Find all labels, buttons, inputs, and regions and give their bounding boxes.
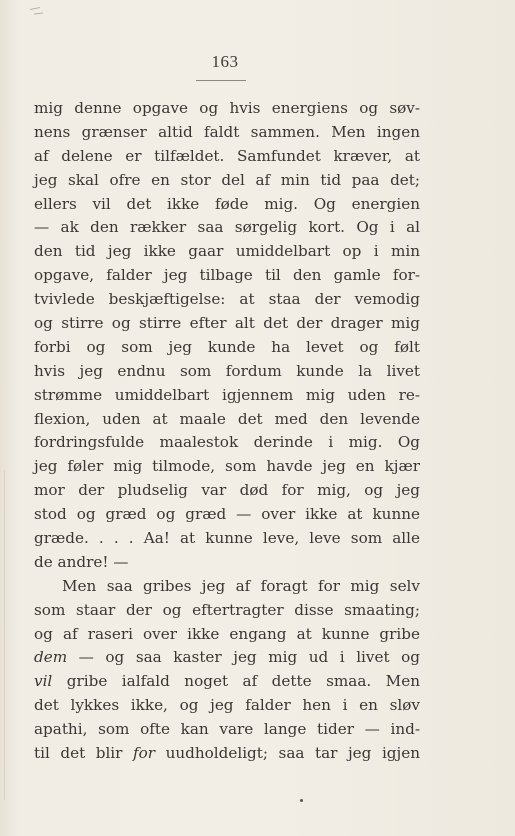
text-line: det lykkes ikke, og jeg falder hen i en sløv (34, 696, 420, 715)
text-line: apathi, som ofte kan vare lange tider — ind- (34, 720, 420, 739)
text-line: forbi og som jeg kunde ha levet og følt (34, 337, 420, 356)
text-line: den tid jeg ikke gaar umiddelbart op i min (34, 242, 420, 261)
text-line: mor der pludselig var død for mig, og jeg (34, 481, 420, 500)
text-line: opgave, falder jeg tilbage til den gamle for- (34, 266, 420, 285)
text-line: tvivlede beskjæftigelse: at staa der vemodig (34, 290, 420, 309)
text-line: og stirre og stirre efter alt det der drager mig (34, 314, 420, 333)
page-number-rule (196, 80, 246, 81)
paragraph-first-line: Men saa gribes jeg af foragt for mig selv (62, 576, 420, 595)
ink-speck (300, 799, 303, 802)
text-line: — ak den rækker saa sørgelig kort. Og i al (34, 218, 420, 237)
text-line: hvis jeg endnu som fordum kunde la livet (34, 361, 420, 380)
text-line: jeg føler mig tilmode, som havde jeg en kjær (34, 457, 420, 476)
text-line: som staar der og eftertragter disse smaating; (34, 600, 420, 619)
text-line (34, 742, 420, 766)
text-line: flexion, uden at maale det med den levende (34, 409, 420, 428)
page-edge-shadow (4, 470, 5, 800)
text-line: fordringsfulde maalestok derinde i mig. Og (34, 433, 420, 452)
text-line: jeg skal ofre en stor del af min tid paa det; (34, 170, 420, 189)
text-line (34, 670, 420, 694)
text-line: af delene er tilfældet. Samfundet kræver, at (34, 146, 420, 165)
italic-word: dem (34, 648, 68, 667)
text-line: mig denne opgave og hvis energiens og søv- (34, 99, 420, 117)
text-line: stod og græd og græd — over ikke at kunne (34, 505, 420, 524)
line-segment: uudholdeligt; saa tar jeg igjen (155, 744, 420, 763)
paragraph-last-line: de andre! — (34, 552, 129, 571)
body-text (34, 97, 420, 766)
text-line: græde. . . . Aa! at kunne leve, leve som alle (34, 529, 420, 548)
line-segment: — og saa kaster jeg mig ud i livet og (67, 648, 420, 667)
line-segment: gribe ialfald noget af dette smaa. Men (52, 672, 420, 691)
line-segment: til det blir (34, 744, 133, 763)
text-line: nens grænser altid faldt sammen. Men ingen (34, 122, 420, 141)
page-number: 163 (211, 52, 239, 71)
text-line: og af raseri over ikke engang at kunne gribe (34, 624, 420, 643)
text-line: ellers vil det ikke føde mig. Og energien (34, 194, 420, 213)
text-line: strømme umiddelbart igjennem mig uden re- (34, 385, 420, 404)
pencil-mark (30, 4, 46, 16)
text-line (34, 646, 420, 670)
italic-word: for (132, 744, 156, 763)
italic-word: vil (34, 672, 53, 691)
